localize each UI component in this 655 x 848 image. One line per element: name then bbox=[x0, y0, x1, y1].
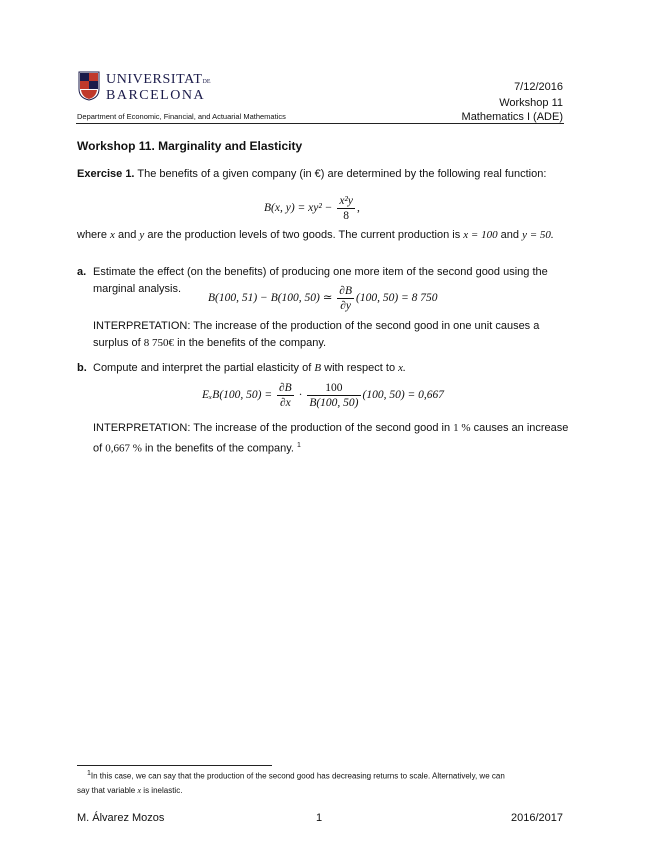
math-var: y bbox=[139, 229, 145, 241]
footnote-divider bbox=[77, 765, 272, 766]
benefit-function-equation bbox=[264, 194, 360, 223]
exercise-intro bbox=[77, 166, 567, 183]
footer-academic-year: 2016/2017 bbox=[511, 812, 563, 824]
part-a-interpretation bbox=[93, 318, 565, 352]
eq-denominator: B(100, 50) bbox=[309, 397, 359, 409]
footnote bbox=[77, 767, 567, 798]
eq-numerator: ∂B bbox=[339, 285, 352, 297]
text-fragment: in the benefits of the company. bbox=[144, 442, 294, 455]
department-name: Department of Economic, Financial, and Actuarial Mathematics bbox=[77, 112, 286, 121]
interp-line1: INTERPRETATION: The increase of the production of the second good in one unit causes a bbox=[93, 320, 540, 332]
eq-dot: · bbox=[298, 389, 303, 402]
university-name-line2: BARCELONA bbox=[106, 88, 206, 103]
footnote-reference[interactable]: 1 bbox=[297, 442, 301, 449]
production-levels-text bbox=[77, 227, 572, 244]
university-logo bbox=[78, 71, 268, 105]
text-fragment: Compute and interpret the partial elasticity of bbox=[93, 362, 312, 374]
math-expr: x = 100 bbox=[463, 229, 498, 241]
footnote-mark: 1 bbox=[87, 770, 91, 777]
percent-value: 1 % bbox=[453, 422, 471, 434]
text-fragment: of bbox=[93, 442, 103, 455]
part-b-interpretation bbox=[93, 420, 569, 458]
exercise-intro-text: The benefits of a given company (in €) are determined by the following real function: bbox=[137, 168, 547, 180]
function-denominator: 8 bbox=[337, 208, 355, 223]
math-var: x. bbox=[398, 362, 406, 374]
part-b-label: b. bbox=[77, 362, 87, 374]
part-a-line1: Estimate the effect (on the benefits) of producing one more item of the second good using the bbox=[93, 266, 548, 278]
header-divider bbox=[76, 123, 564, 124]
footnote-line1: In this case, we can say that the production of the second good has decreasing returns to scale. Alternatively, we can bbox=[90, 771, 505, 781]
text-fragment: say that variable bbox=[77, 785, 136, 795]
part-b-question bbox=[93, 360, 565, 377]
text-fragment: is inelastic. bbox=[143, 785, 183, 795]
eq-numerator: ∂B bbox=[279, 382, 292, 394]
header-course: Mathematics I (ADE) bbox=[461, 111, 563, 123]
percent-value: 0,667 % bbox=[105, 442, 142, 455]
surplus-value: 8 750€ bbox=[143, 337, 175, 349]
math-var: B bbox=[314, 362, 322, 374]
footer-author: M. Álvarez Mozos bbox=[77, 812, 165, 824]
math-var: x bbox=[137, 785, 142, 795]
text-fragment: where bbox=[77, 229, 107, 241]
function-numerator: x²y bbox=[339, 195, 353, 207]
text-fragment: in the benefits of the company. bbox=[177, 337, 327, 349]
function-tail: , bbox=[356, 202, 360, 215]
header-date: 7/12/2016 bbox=[514, 81, 563, 93]
text-fragment: are the production levels of two goods. The current production is bbox=[147, 229, 461, 241]
exercise-label: Exercise 1. bbox=[77, 168, 135, 180]
university-name-line1: UNIVERSITATDE bbox=[106, 72, 211, 87]
eq-denominator: ∂y bbox=[337, 298, 354, 313]
eq-lhs: B(100, 51) − B(100, 50) ≃ bbox=[208, 292, 333, 305]
eq-denominator: ∂x bbox=[277, 395, 294, 410]
footer-page-number: 1 bbox=[316, 812, 323, 824]
part-a-equation bbox=[208, 284, 438, 313]
page-title: Workshop 11. Marginality and Elasticity bbox=[77, 139, 303, 153]
text-fragment: with respect to bbox=[324, 362, 396, 374]
university-shield-icon bbox=[78, 71, 100, 101]
header-workshop: Workshop 11 bbox=[499, 97, 563, 109]
eq-lhs: EₓB(100, 50) = bbox=[202, 389, 273, 402]
function-lhs: B(x, y) = xy² − bbox=[264, 202, 333, 215]
math-var: x bbox=[110, 229, 115, 241]
text-fragment: INTERPRETATION: The increase of the production of the second good in bbox=[93, 422, 451, 434]
eq-rhs: (100, 50) = 0,667 bbox=[362, 389, 445, 402]
part-a-label: a. bbox=[77, 266, 87, 278]
eq-numerator: 100 bbox=[325, 382, 343, 394]
text-fragment: causes an increase bbox=[473, 422, 569, 434]
text-fragment: surplus of bbox=[93, 337, 141, 349]
math-expr: y = 50. bbox=[522, 229, 554, 241]
text-fragment: and bbox=[117, 229, 137, 241]
eq-rhs: (100, 50) = 8 750 bbox=[355, 292, 438, 305]
text-fragment: and bbox=[500, 229, 520, 241]
part-a-line2: marginal analysis. bbox=[93, 283, 182, 295]
part-b-equation bbox=[202, 381, 444, 410]
